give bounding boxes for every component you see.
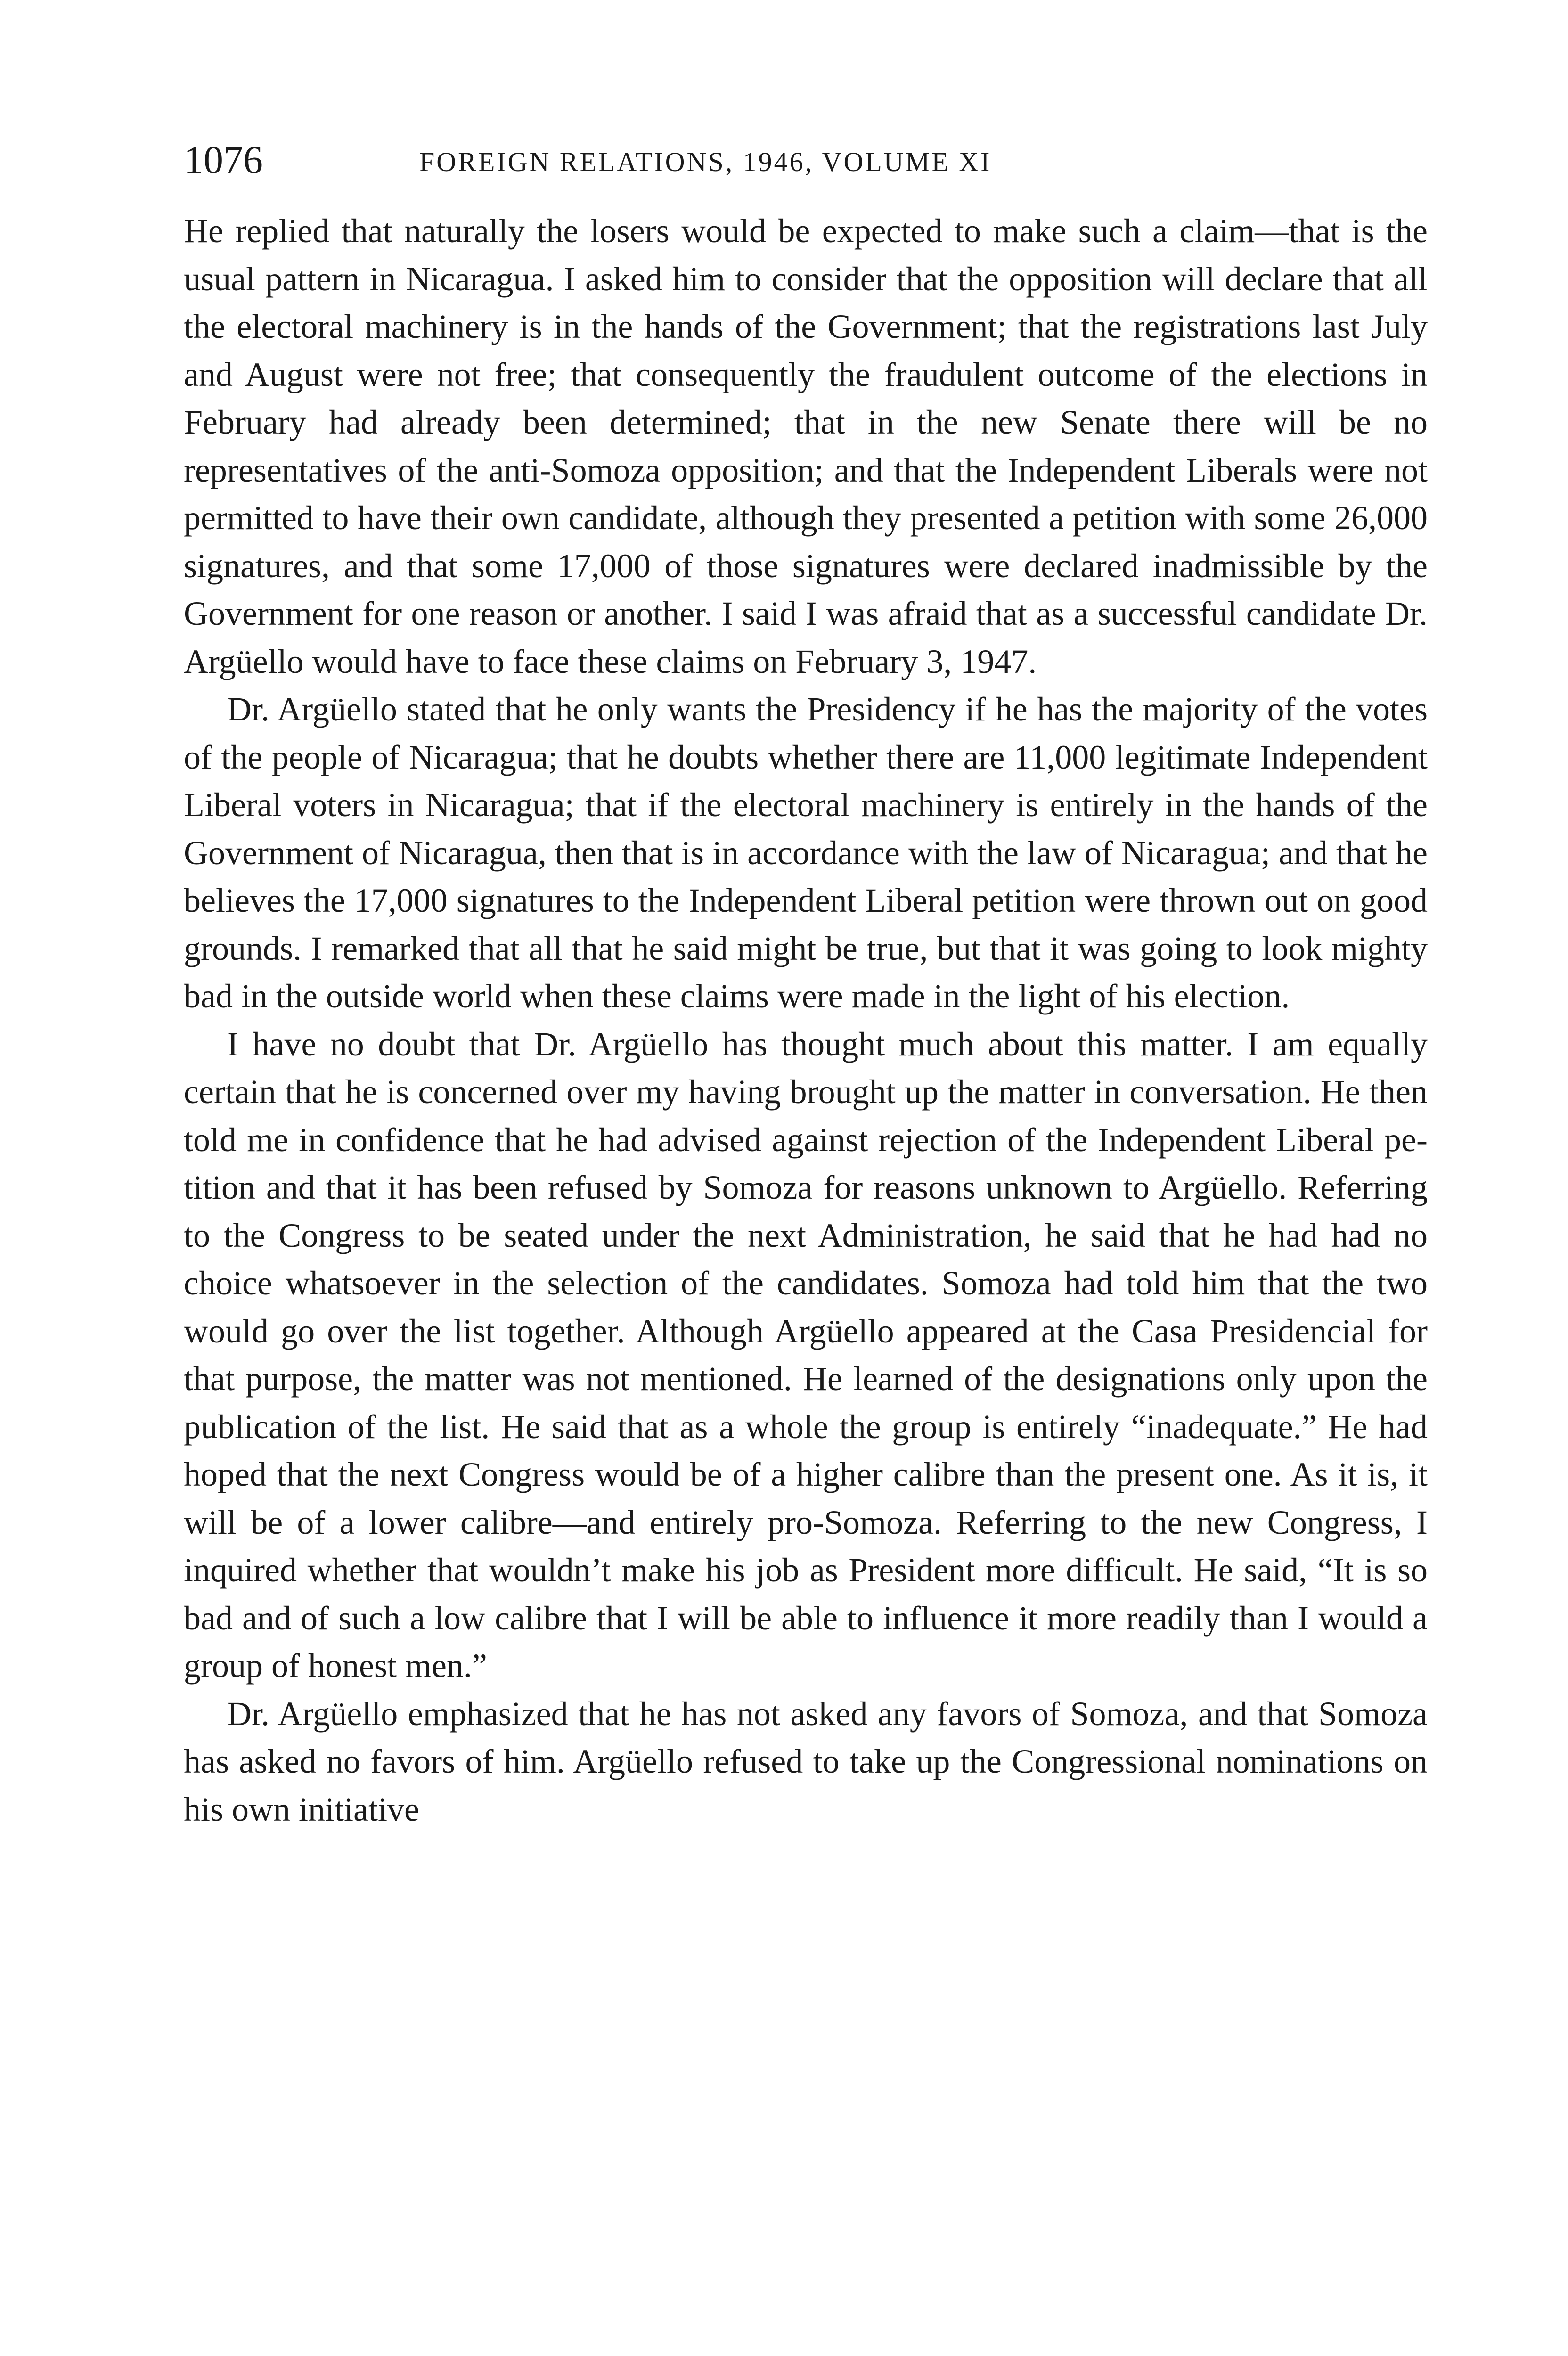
paragraph: He replied that naturally the losers would be expected to make such a claim—that is the usual pattern in Nicaragua. I asked him to consider that the opposition will declare that all the electoral machinery is in the hands of the Government; that the registrations last July and August were not free; that consequently the fraudulent outcome of the elections in February had already been determined; that in the new Senate there will be no representatives of the anti-Somoza opposition; and that the Independent Liberals were not permitted to have their own candidate, although they presented a petition with some 26,000 signatures, and that some 17,000 of those signatures were declared inadmissible by the Government for one reason or another. I said I was afraid that as a successful candidate Dr. Argüello would have to face these claims on February 3, 1947. (184, 212, 1428, 680)
body-text (184, 207, 1428, 1833)
running-head (184, 137, 1428, 207)
page-number: 1076 (184, 138, 263, 182)
document-page (184, 137, 1428, 1833)
paragraph: Dr. Argüello stated that he only wants the Presidency if he has the majority of the votes of the people of Nicaragua; that he doubts whether there are 11,000 legitimate Independent Liberal voters in Nicaragua; that if the electoral machinery is entirely in the hands of the Government of Nicaragua, then that is in accordance with the law of Nicaragua; and that he believes the 17,000 signatures to the Independent Liberal petition were thrown out on good grounds. I remarked that all that he said might be true, but that it was going to look mighty bad in the outside world when these claims were made in the light of his election. (184, 690, 1428, 1015)
paragraph: Dr. Argüello emphasized that he has not asked any favors of Somoza, and that Somoza has asked no favors of him. Argüello refused to take up the Congressional nominations on his own initiative (184, 1694, 1428, 1828)
paragraph: I have no doubt that Dr. Argüello has thought much about this matter. I am equally certain that he is concerned over my having brought up the matter in conversation. He then told me in confidence that he had advised against rejection of the Independent Liberal petition and that it has been refused by Somoza for reasons unknown to Argüello. Referring to the Congress to be seated under the next Administration, he said that he had had no choice whatsoever in the selection of the candidates. Somoza had told him that the two would go over the list together. Although Argüello appeared at the Casa Presidencial for that purpose, the matter was not mentioned. He learned of the designations only upon the publication of the list. He said that as a whole the group is entirely “inadequate.” He had hoped that the next Congress would be of a higher calibre than the present one. As it is, it will be of a lower calibre—and entirely pro-Somoza. Referring to the new Congress, I inquired whether that wouldn’t make his job as President more difficult. He said, “It is so bad and of such a low calibre that I will be able to influence it more readily than I would a group of honest men.” (184, 1025, 1428, 1685)
running-title: FOREIGN RELATIONS, 1946, VOLUME XI (419, 147, 992, 177)
